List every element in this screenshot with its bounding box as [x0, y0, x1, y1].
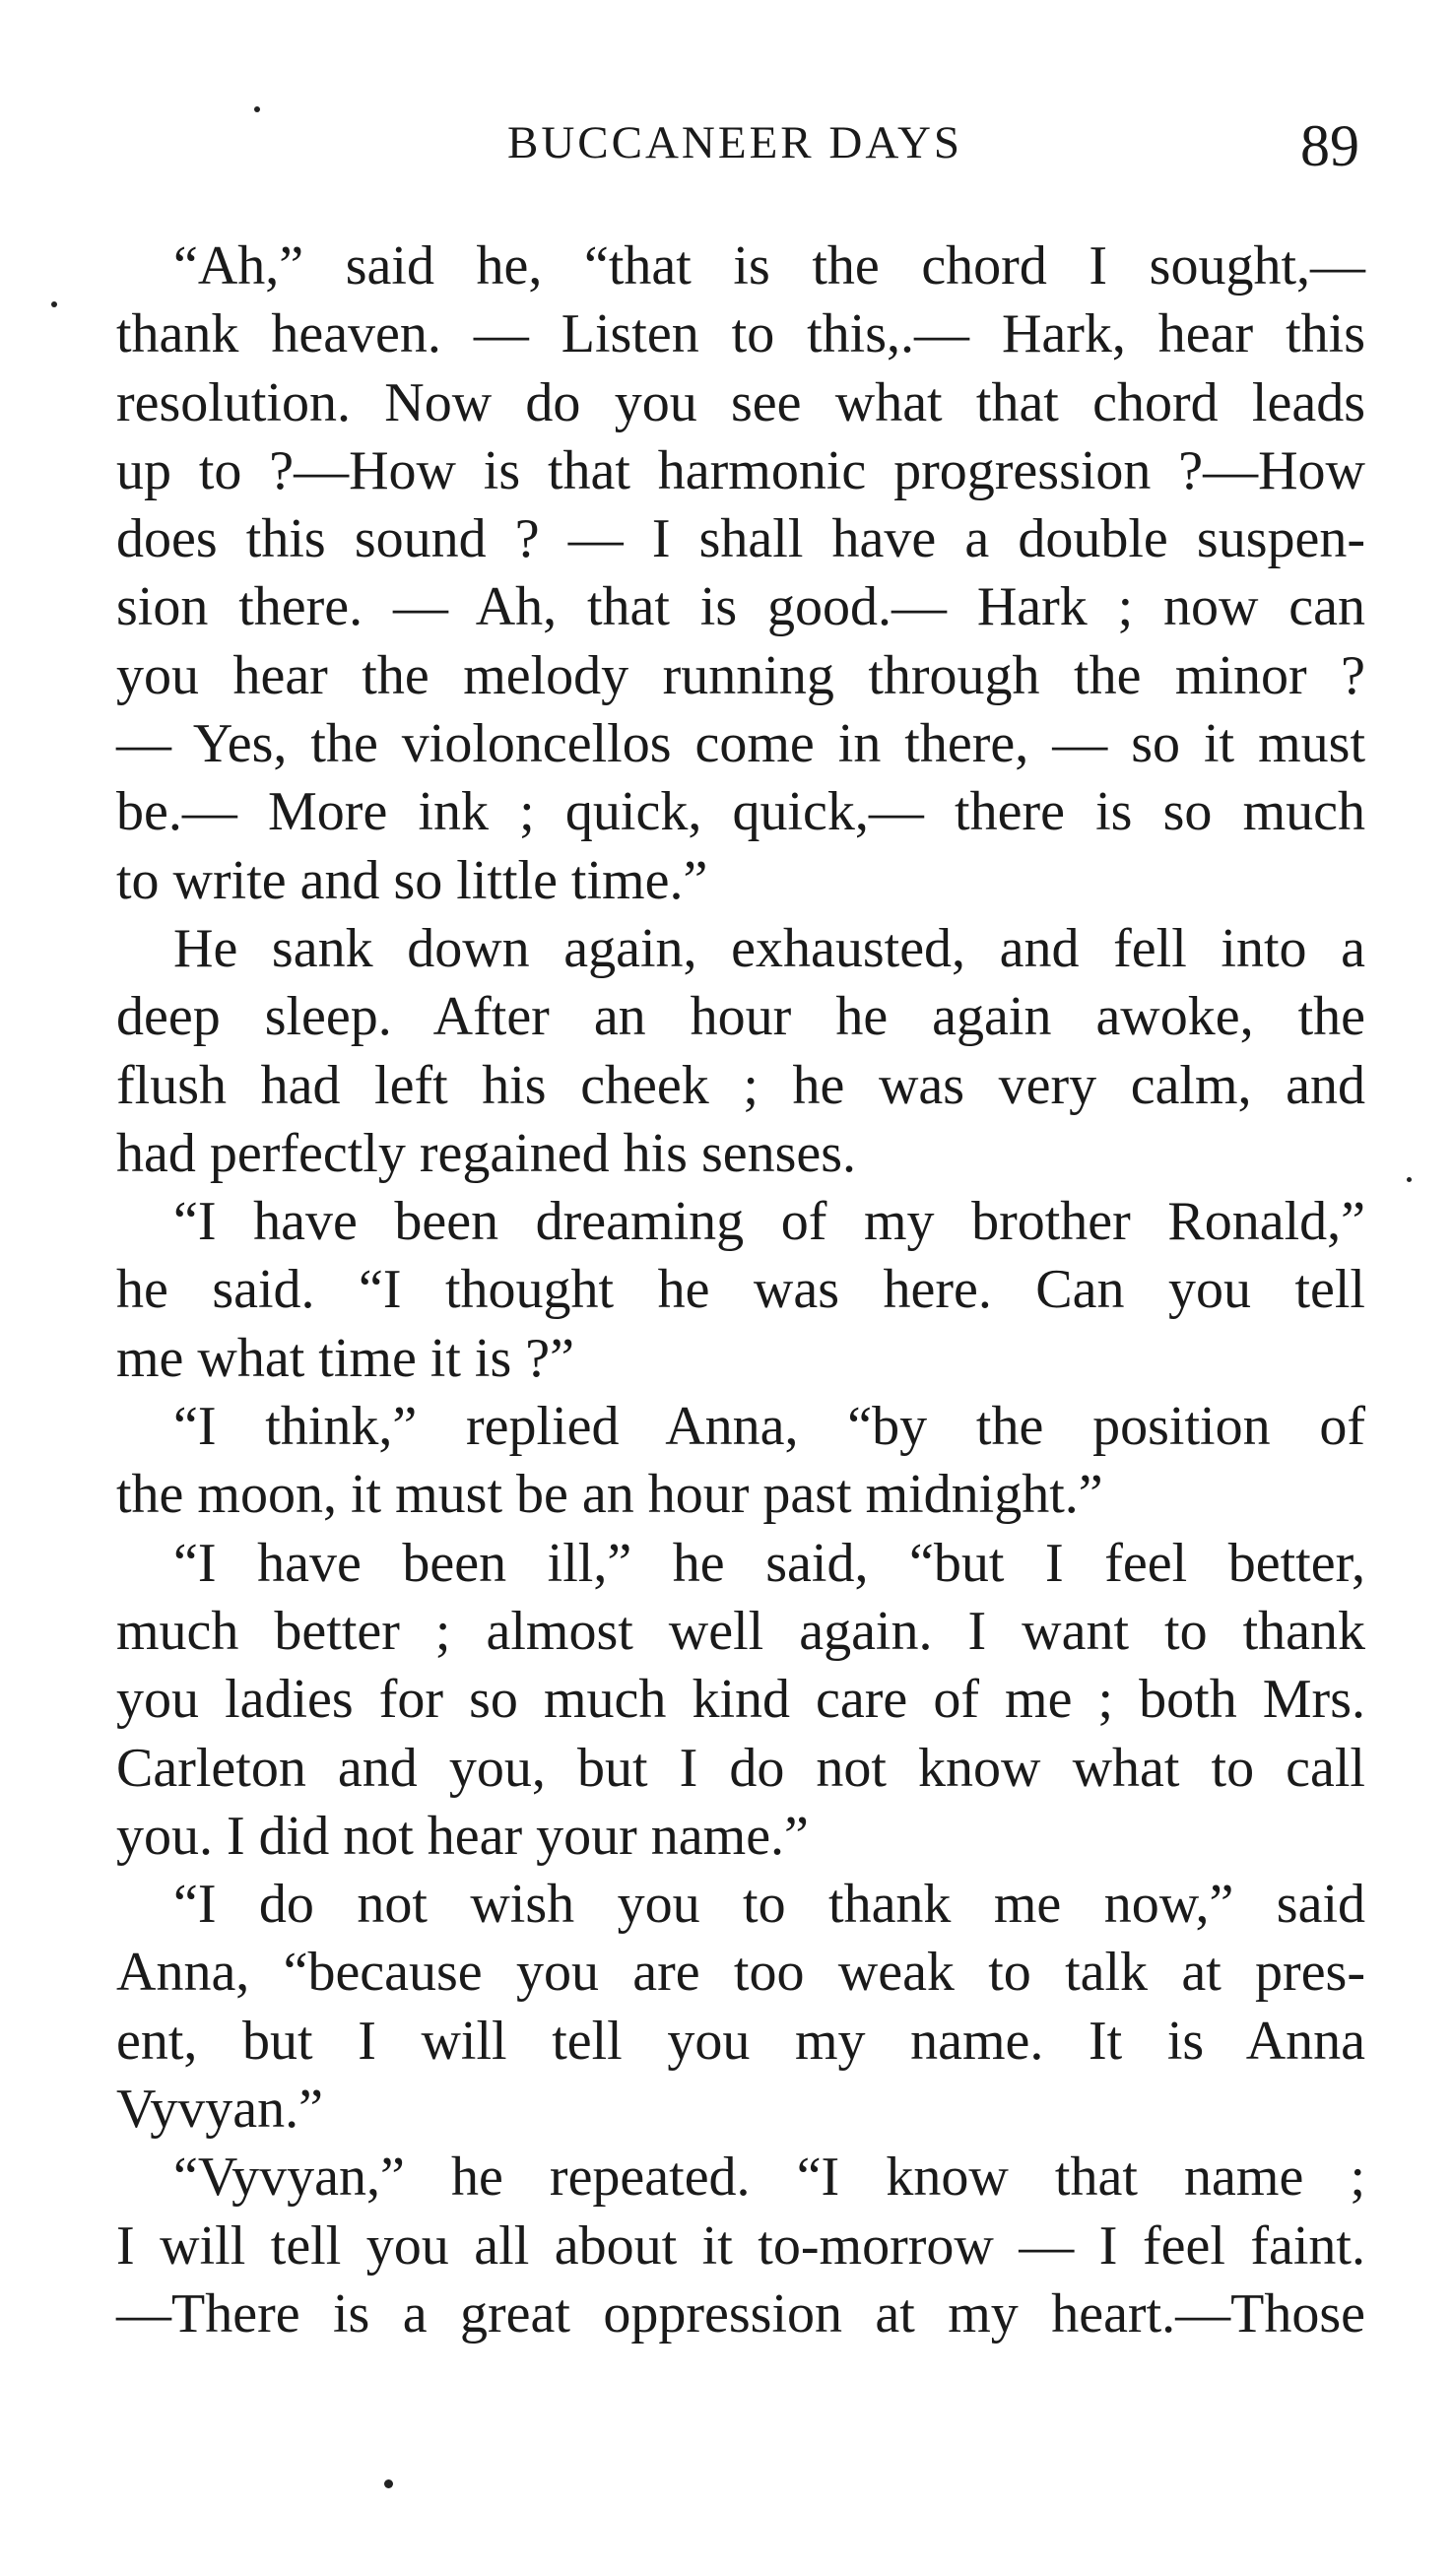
text-line: thank heaven. — Listen to this,.— Hark, hear this [116, 303, 1365, 365]
text-line: up to ?—How is that harmonic progression ?—How [116, 439, 1365, 501]
paragraph [116, 2144, 1365, 2348]
text-line: ent, but I will tell you my name. It is Anna [116, 2010, 1365, 2072]
text-line: me what time it is ?” [116, 1327, 574, 1389]
paragraph [116, 915, 1365, 1188]
body-text [116, 232, 1365, 2348]
text-line: be.— More ink ; quick, quick,— there is so much [116, 781, 1365, 843]
text-line: Vyvyan.” [116, 2079, 323, 2141]
page-number: 89 [1300, 113, 1359, 178]
paragraph [116, 1188, 1365, 1393]
paragraph [116, 1393, 1365, 1530]
text-line: you ladies for so much kind care of me ; both Mrs. [116, 1669, 1365, 1731]
text-line: “Ah,” said he, “that is the chord I sought,— [173, 235, 1365, 297]
ink-speck [1407, 1177, 1412, 1182]
text-line: “I have been ill,” he said, “but I feel better, [173, 1532, 1365, 1594]
text-line: resolution. Now do you see what that chord leads [116, 371, 1365, 433]
text-line: deep sleep. After an hour he again awoke, the [116, 986, 1365, 1048]
paragraph [116, 1871, 1365, 2144]
text-line: sion there. — Ah, that is good.— Hark ; now can [116, 576, 1365, 638]
text-line: — Yes, the violoncellos come in there, — so it must [116, 713, 1365, 775]
text-line: flush had left his cheek ; he was very calm, and [116, 1054, 1365, 1116]
text-line: does this sound ? — I shall have a double suspen- [116, 508, 1365, 570]
text-line: “I do not wish you to thank me now,” said [173, 1874, 1365, 1936]
text-line: much better ; almost well again. I want to thank [116, 1600, 1365, 1662]
text-line: Anna, “because you are too weak to talk at pres- [116, 1942, 1365, 2004]
text-line: I will tell you all about it to-morrow — I feel faint. [116, 2214, 1365, 2277]
running-title: BUCCANEER DAYS [507, 117, 963, 168]
text-line: the moon, it must be an hour past midnight.” [116, 1464, 1103, 1526]
text-line: to write and so little time.” [116, 849, 708, 911]
text-line: you hear the melody running through the minor ? [116, 644, 1365, 706]
ink-speck [384, 2479, 393, 2488]
text-line: “I have been dreaming of my brother Ronald,” [173, 1191, 1365, 1253]
text-line: He sank down again, exhausted, and fell into a [173, 917, 1365, 979]
text-line: —There is a great oppression at my heart.—Those [116, 2282, 1365, 2345]
paragraph [116, 232, 1365, 915]
ink-speck [254, 106, 260, 112]
text-line: you. I did not hear your name.” [116, 1805, 809, 1867]
text-line: “I think,” replied Anna, “by the position of [173, 1396, 1365, 1458]
text-line: “Vyvyan,” he repeated. “I know that name ; [173, 2147, 1365, 2209]
paragraph [116, 1530, 1365, 1871]
ink-speck [51, 301, 57, 307]
text-line: he said. “I thought he was here. Can you tell [116, 1259, 1365, 1321]
text-line: Carleton and you, but I do not know what to call [116, 1737, 1365, 1799]
text-line: had perfectly regained his senses. [116, 1122, 857, 1184]
